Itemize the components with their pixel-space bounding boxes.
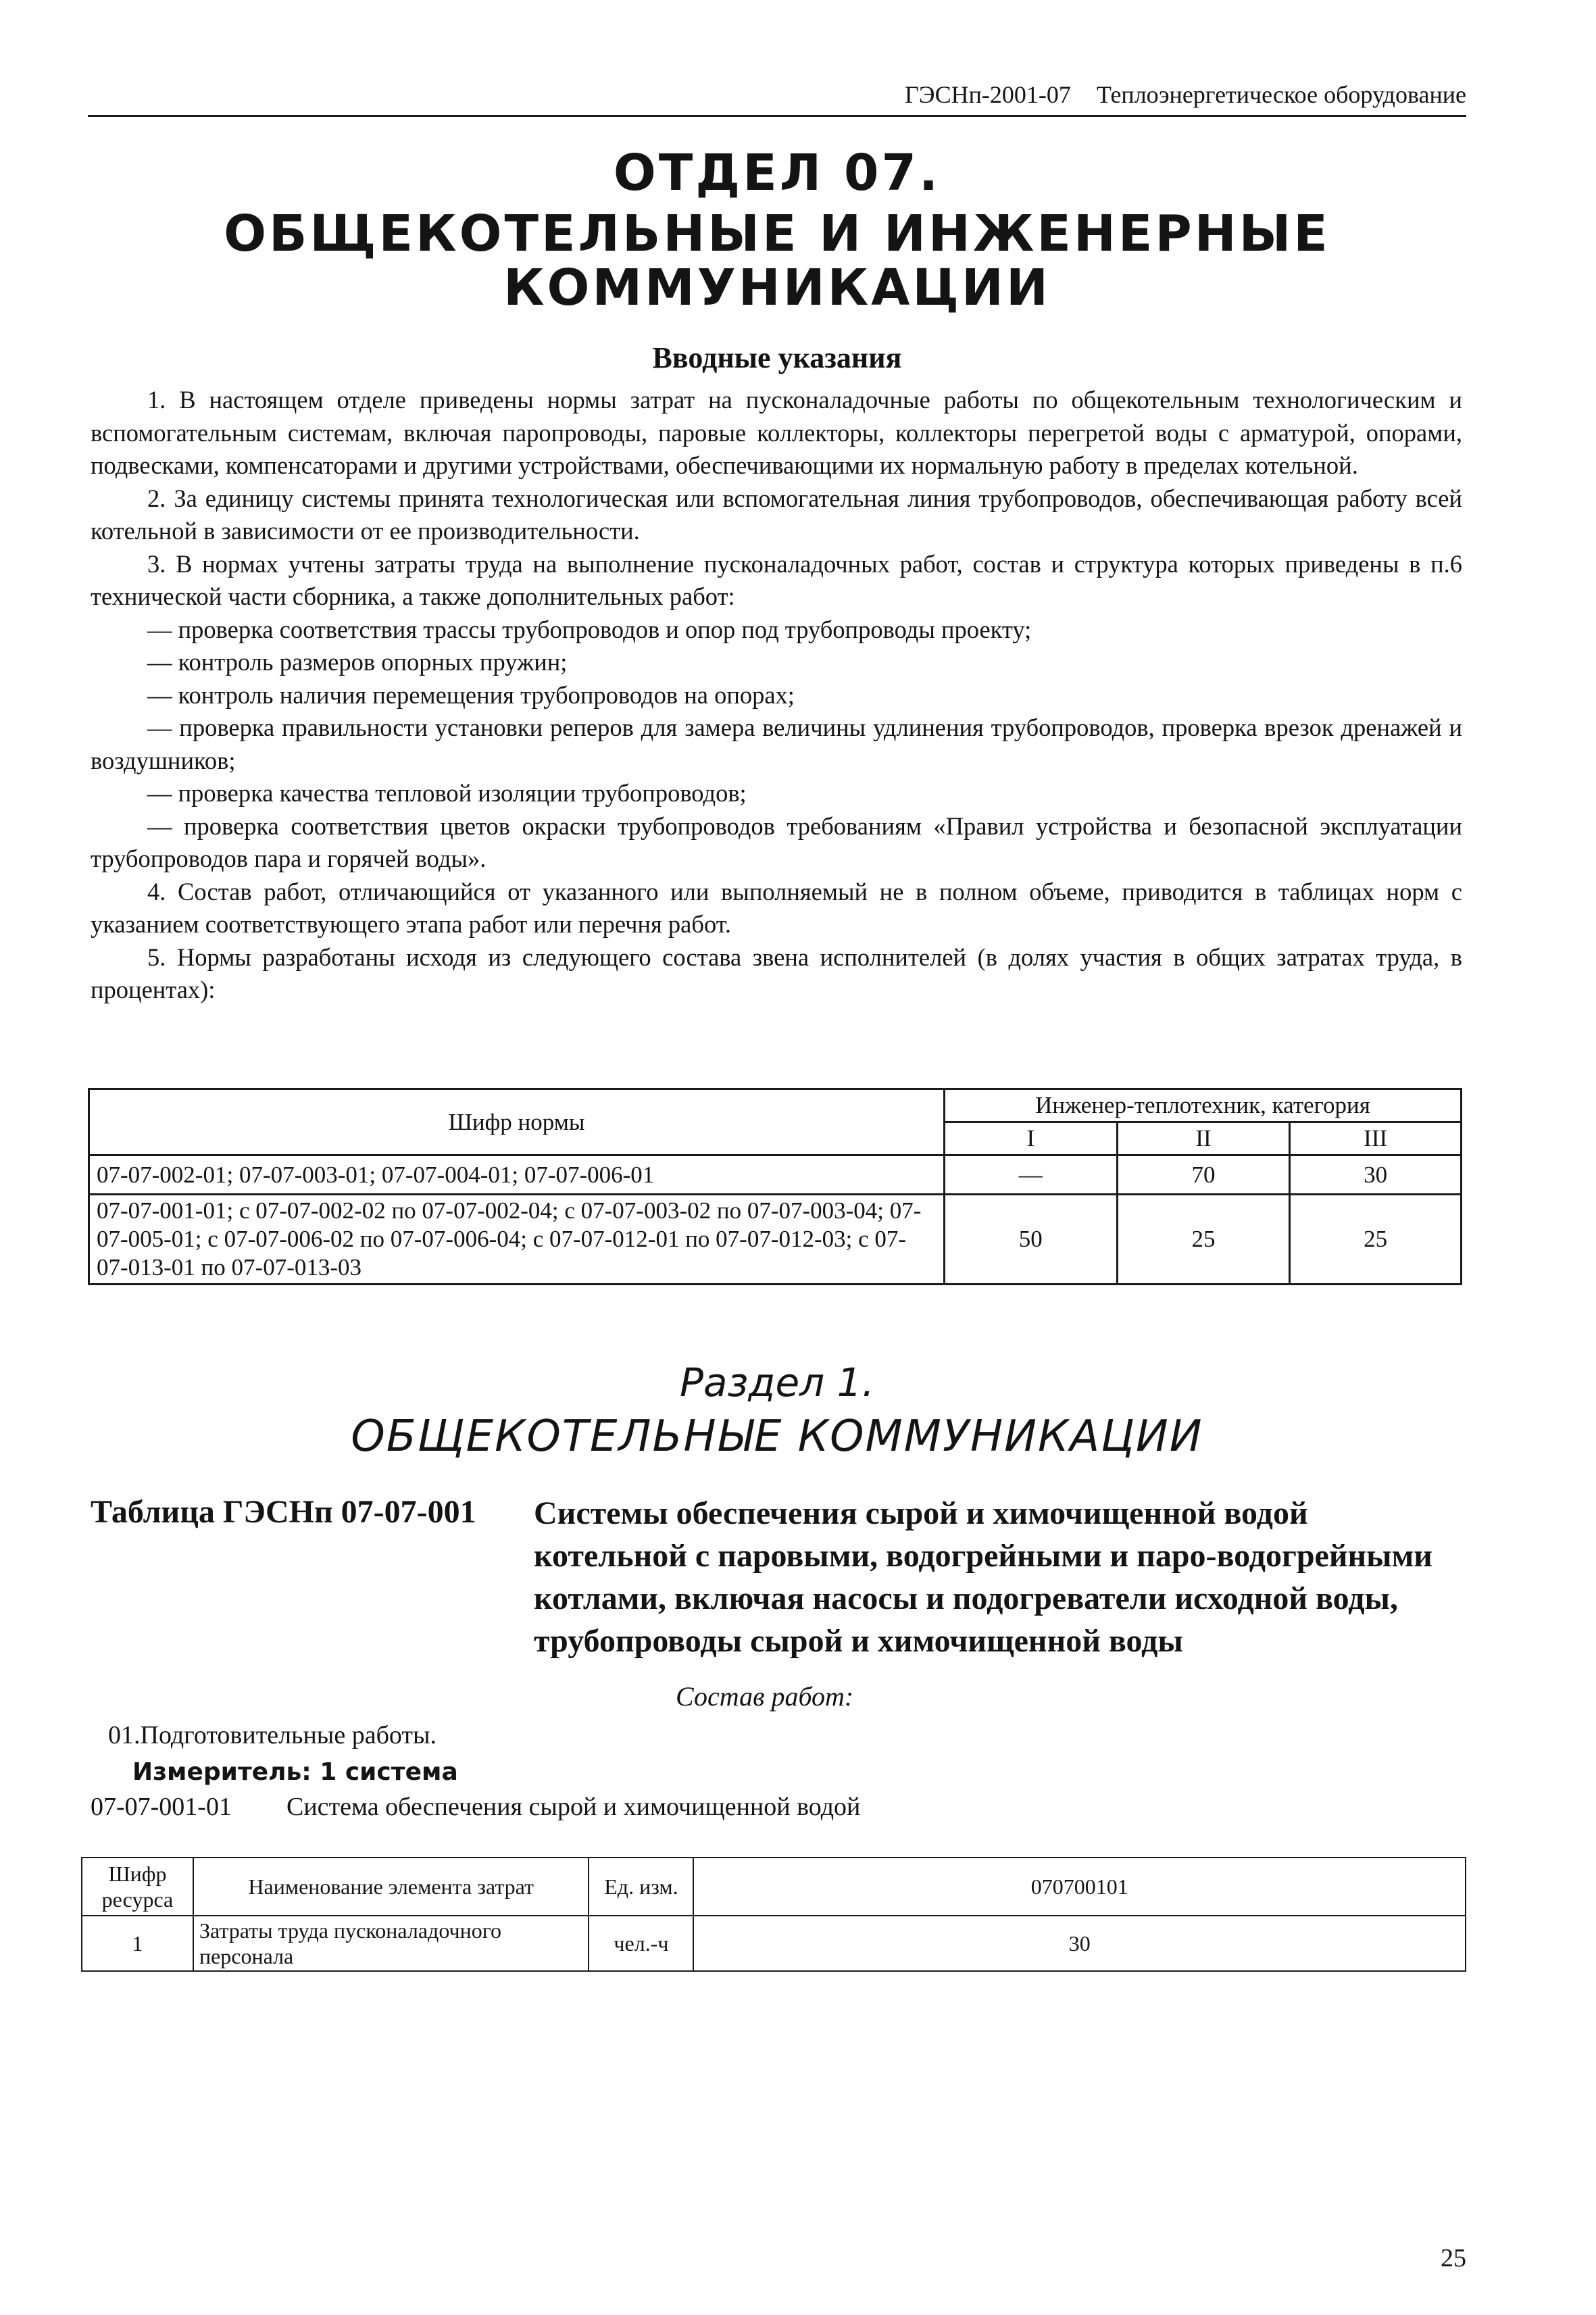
unit-cell: чел.-ч (589, 1916, 693, 1971)
intro-paragraph-3: 3. В нормах учтены затраты труда на выполнение пусконаладочных работ, состав и структура которых приведены в п.6 технической части сборника, а также дополнительных работ: (91, 549, 1462, 610)
norm-codes-cell: 07-07-002-01; 07-07-003-01; 07-07-004-01; 07-07-006-01 (89, 1155, 945, 1195)
table-row (89, 1155, 1462, 1195)
table-header-row (89, 1089, 1462, 1122)
header-rule (88, 115, 1466, 117)
composition-label: Состав работ: (676, 1681, 854, 1712)
dash-item: — контроль размеров опорных пружин; (147, 648, 568, 676)
header-code: ГЭСНп-2001-07 (904, 81, 1071, 108)
table-row (89, 1195, 1462, 1285)
category-header: I (944, 1122, 1117, 1155)
division-title-line2: КОММУНИКАЦИИ (503, 259, 1051, 317)
resource-norm-table (81, 1857, 1466, 1972)
category-header: II (1117, 1122, 1290, 1155)
norm-code: 07-07-001-01 (91, 1793, 232, 1821)
norm-table-code: Таблица ГЭСНп 07-07-001 (91, 1494, 476, 1530)
norm-name: Система обеспечения сырой и химочищенной водой (286, 1793, 861, 1821)
element-name-cell: Затраты труда пусконаладочного персонала (193, 1916, 589, 1971)
resource-code-header: Шифр ресурса (82, 1858, 193, 1916)
division-title-line1: ОБЩЕКОТЕЛЬНЫЕ И ИНЖЕНЕРНЫЕ (224, 205, 1330, 263)
intro-heading: Вводные указания (652, 341, 902, 374)
meter-value: 1 система (320, 1758, 458, 1786)
division-number: ОТДЕЛ 07. (613, 144, 941, 202)
header-subject: Теплоэнергетическое оборудование (1096, 81, 1466, 108)
share-cell: 50 (944, 1195, 1117, 1285)
page-number: 25 (1441, 2244, 1466, 2272)
norm-codes-cell: 07-07-001-01; с 07-07-002-02 по 07-07-002-04; с 07-07-003-02 по 07-07-003-04; 07-07-005-01; с 07-07-006-02 по 07-07-006-04; с 07-07-012-01 по 07-07-012-03; с 07-07-013-01 по 07-07-013-03 (89, 1195, 945, 1285)
running-header (88, 80, 1466, 109)
share-cell: — (944, 1155, 1117, 1195)
norm-table-caption: Системы обеспечения сырой и химочищенной водой котельной с паровыми, водогрейными и паро-водогрейными котлами, включая насосы и подогреватели исходной воды, трубопроводы сырой и химочищенной воды (534, 1495, 1432, 1659)
intro-paragraph-4: 4. Состав работ, отличающийся от указанного или выполняемый не в полном объеме, приводится в таблицах норм с указанием соответствующего этапа работ или перечня работ. (91, 877, 1462, 938)
norm-line (91, 1791, 860, 1823)
intro-paragraph-2: 2. За единицу системы принята технологическая или вспомогательная линия трубопроводов, обеспечивающая работу всей котельной в зависимости от ее производительности. (91, 484, 1462, 545)
intro-paragraph-5: 5. Нормы разработаны исходя из следующего состава звена исполнителей (в долях участия в общих затратах труда, в процентах): (91, 943, 1462, 1003)
share-cell: 25 (1117, 1195, 1290, 1285)
dash-item: — проверка правильности установки реперов для замера величины удлинения трубопроводов, проверка врезок дренажей и воздушников; (91, 714, 1462, 774)
work-item: 01.Подготовительные работы. (108, 1721, 437, 1749)
meter-line (132, 1757, 458, 1788)
section-title: ОБЩЕКОТЕЛЬНЫЕ КОММУНИКАЦИИ (351, 1412, 1203, 1462)
resource-code-cell: 1 (82, 1916, 193, 1971)
code-header: Шифр нормы (89, 1089, 945, 1155)
meter-label: Измеритель: (132, 1758, 311, 1786)
norm-number-header: 070700101 (693, 1858, 1466, 1916)
dash-item: — проверка качества тепловой изоляции трубопроводов; (147, 779, 747, 807)
dash-item: — проверка соответствия цветов окраски трубопроводов требованиям «Правил устройства и безопасной эксплуатации трубопроводов пара и горячей воды». (91, 812, 1462, 872)
category-header: III (1290, 1122, 1462, 1155)
unit-header: Ед. изм. (589, 1858, 693, 1916)
element-name-header: Наименование элемента затрат (193, 1858, 589, 1916)
intro-body (91, 384, 1462, 1007)
table-row (82, 1916, 1466, 1971)
share-cell: 25 (1290, 1195, 1462, 1285)
crew-composition-table (88, 1088, 1462, 1285)
dash-item: — контроль наличия перемещения трубопроводов на опорах; (147, 680, 795, 709)
intro-paragraph-1: 1. В настоящем отделе приведены нормы затрат на пусконаладочные работы по общекотельным технологическим и вспомогательным системам, включая паропроводы, паровые коллекторы, коллекторы перегретой воды с арматурой, опорами, подвесками, компенсаторами и другими устройствами, обеспечивающими их нормальную работу в пределах котельной. (91, 386, 1462, 479)
share-cell: 30 (1290, 1155, 1462, 1195)
table-header-row (82, 1858, 1466, 1916)
section-label: Раздел 1. (680, 1360, 874, 1405)
share-cell: 70 (1117, 1155, 1290, 1195)
dash-item: — проверка соответствия трассы трубопроводов и опор под трубопроводы проекту; (147, 615, 1032, 643)
category-group-header: Инженер-теплотехник, категория (944, 1089, 1461, 1122)
norm-value-cell: 30 (693, 1916, 1466, 1971)
